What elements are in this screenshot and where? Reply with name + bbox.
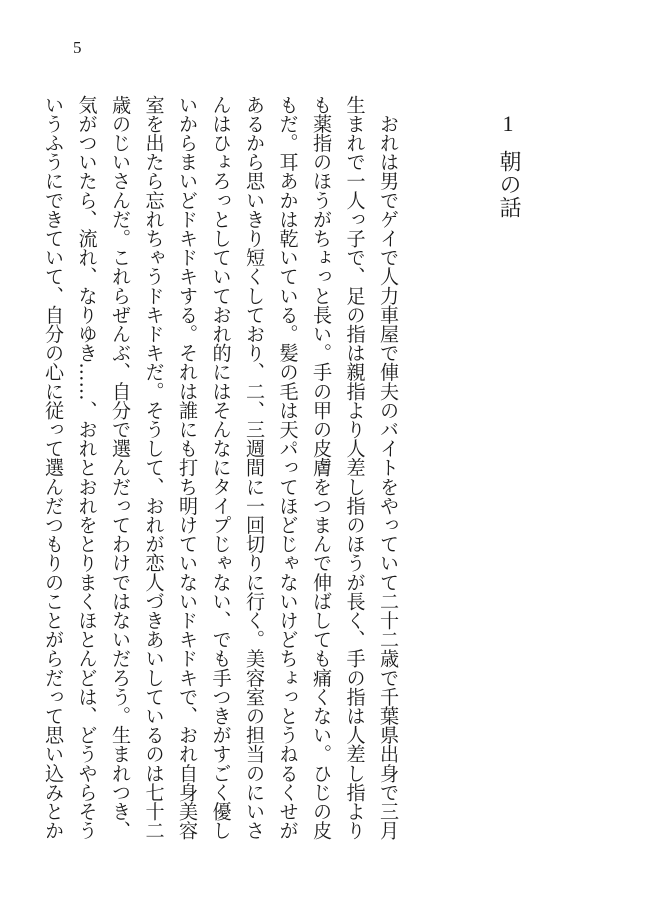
text-line: んはひょろっとしていておれ的にはそんなにタイプじゃない、でも手つきがすごく優し <box>209 95 233 840</box>
text-line: 生まれで一人っ子で、足の指は親指より人差し指のほうが長く、手の指は人差し指より <box>343 95 367 840</box>
text-line: も薬指のほうがちょっと長い。手の甲の皮膚をつまんで伸ばしても痛くない。ひじの皮 <box>310 95 333 840</box>
chapter-title: 朝の話 <box>496 150 521 219</box>
text-line: もだ。耳あかは乾いている。髪の毛は天パってほどじゃないけどちょっとうねるくせが <box>276 95 300 840</box>
text-line: あるから思いきり短くしており、二、三週間に一回切りに行く。美容室の担当のにいさ <box>243 95 266 840</box>
text-line: いうふうにできていて、自分の心に従って選んだつもりのことがらだって思い込みとか <box>42 95 65 840</box>
chapter-number: 1 <box>502 111 514 136</box>
body-text <box>42 95 405 840</box>
text-line: 室を出たら忘れちゃうドキドキだ。そうして、おれが恋人づきあいしているのは七十二 <box>142 95 166 840</box>
text-line: 歳のじいさんだ。これらぜんぶ、自分で選んだってわけではないだろう。生まれつき、 <box>109 95 132 840</box>
text-line: いからまいどドキドキする。それは誰にも打ち明けていないドキドキで、おれ自身美容 <box>176 95 199 840</box>
page-number: 5 <box>73 38 82 57</box>
text-line: 気がついたら、流れ、なりゆき……、おれとおれをとりまくほとんどは、どうやらそう <box>75 95 99 840</box>
text-line: おれは男でゲイで人力車屋で俥夫のバイトをやっていて二十二歳で千葉県出身で三月 <box>377 95 400 840</box>
